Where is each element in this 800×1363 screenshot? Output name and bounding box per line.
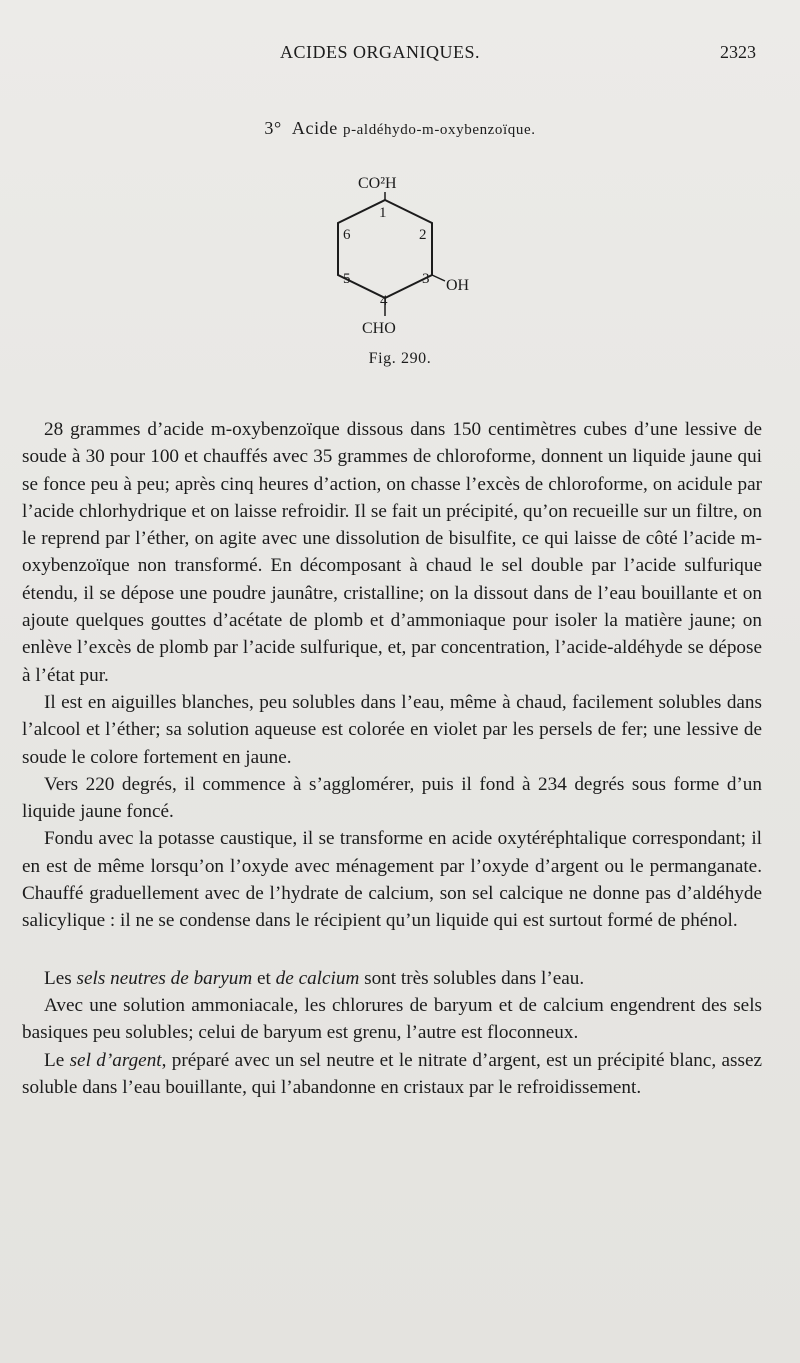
italic-term-silver-salt: sel d’argent [69, 1049, 162, 1071]
paragraph-reactions: Fondu avec la potasse caustique, il se transforme en acide oxytéréphtalique correspondant; il en est de même lorsqu’on l’oxyde avec ménagement par l’oxyde d’argent ou le permanganate. Chauffé graduellement avec de l’hydrate de calcium, son sel calcique ne donne pas d’aldéhyde salicylique : il ne se condense dans le récipient qu’un liquide qui est surtout formé de phénol. [22, 828, 762, 932]
top-group-label: CO²H [358, 175, 397, 192]
section-title-lead: Acide [291, 118, 338, 138]
text-run: Les [44, 967, 77, 989]
section-title-rest: p-aldéhydo-m-oxybenzoïque. [342, 122, 536, 138]
text-run: Le [44, 1049, 70, 1071]
ring-position-5: 5 [343, 271, 351, 287]
text-run: et [252, 967, 276, 989]
ring-position-3: 3 [422, 271, 430, 287]
benzene-ring-diagram [300, 168, 500, 368]
text-run: sont très solubles dans l’eau. [359, 967, 585, 989]
page-number: 2323 [720, 42, 756, 62]
paragraph-neutral-salts [22, 965, 762, 992]
structure-figure [300, 168, 500, 368]
body-text [22, 416, 762, 1101]
italic-term-baryum: sels neutres de baryum [76, 967, 253, 989]
paragraph-silver-salt [22, 1047, 762, 1102]
paragraph-basic-salts: Avec une solution ammoniacale, les chlorures de baryum et de calcium engendrent des sels basiques peu solubles; celui de baryum est grenu, l’autre est floconneux. [22, 994, 762, 1044]
section-title [0, 118, 800, 139]
side-group-label: OH [446, 277, 470, 294]
paragraph-melting: Vers 220 degrés, il commence à s’agglomérer, puis il fond à 234 degrés sous forme d’un liquide jaune foncé. [22, 773, 762, 823]
paragraph-gap [22, 935, 762, 965]
ring-position-6: 6 [343, 227, 351, 243]
bottom-group-label: CHO [362, 320, 396, 337]
ring-position-2: 2 [419, 227, 427, 243]
paragraph-preparation: 28 grammes d’acide m-oxybenzoïque dissous dans 150 centimètres cubes d’une lessive de soude à 30 pour 100 et chauffés avec 35 grammes de chloroforme, donnent un liquide jaune qui se fonce peu à peu; après cinq heures d’action, on chasse l’excès de chloroforme, on acidule par l’acide chlorhydrique et on laisse refroidir. Il se fait un précipité, qu’on recueille sur un filtre, on le reprend par l’éther, on agite avec une dissolution de bisulfite, ce qui laisse de côté l’acide m-oxybenzoïque non transformé. En décomposant à chaud le sel double par l’acide sulfurique étendu, il se dépose une poudre jaunâtre, cristalline; on la dissout dans de l’eau bouillante et on ajoute quelques gouttes d’acétate de plomb et d’ammoniaque pour isoler la matière jaune; on enlève l’excès de plomb par l’acide sulfurique, et, par concentration, l’acide-aldéhyde se dépose à l’état pur. [22, 419, 762, 686]
text-run: , préparé avec un sel neutre et le nitrate d’argent, est un précipité blanc, assez soluble dans l’eau bouillante, qui l’abandonne en cristaux par le refroidissement. [22, 1049, 762, 1098]
side-bond [432, 275, 445, 281]
ring-position-4: 4 [380, 293, 388, 309]
running-title: ACIDES ORGANIQUES. [280, 42, 481, 62]
figure-caption: Fig. 290. [368, 350, 432, 367]
ring-position-1: 1 [379, 205, 387, 221]
paragraph-properties: Il est en aiguilles blanches, peu solubles dans l’eau, même à chaud, facilement solubles dans l’alcool et l’éther; sa solution aqueuse est colorée en violet par les persels de fer; une lessive de soude le colore fortement en jaune. [22, 691, 762, 768]
section-number: 3° [264, 118, 282, 138]
italic-term-calcium: de calcium [275, 967, 360, 989]
